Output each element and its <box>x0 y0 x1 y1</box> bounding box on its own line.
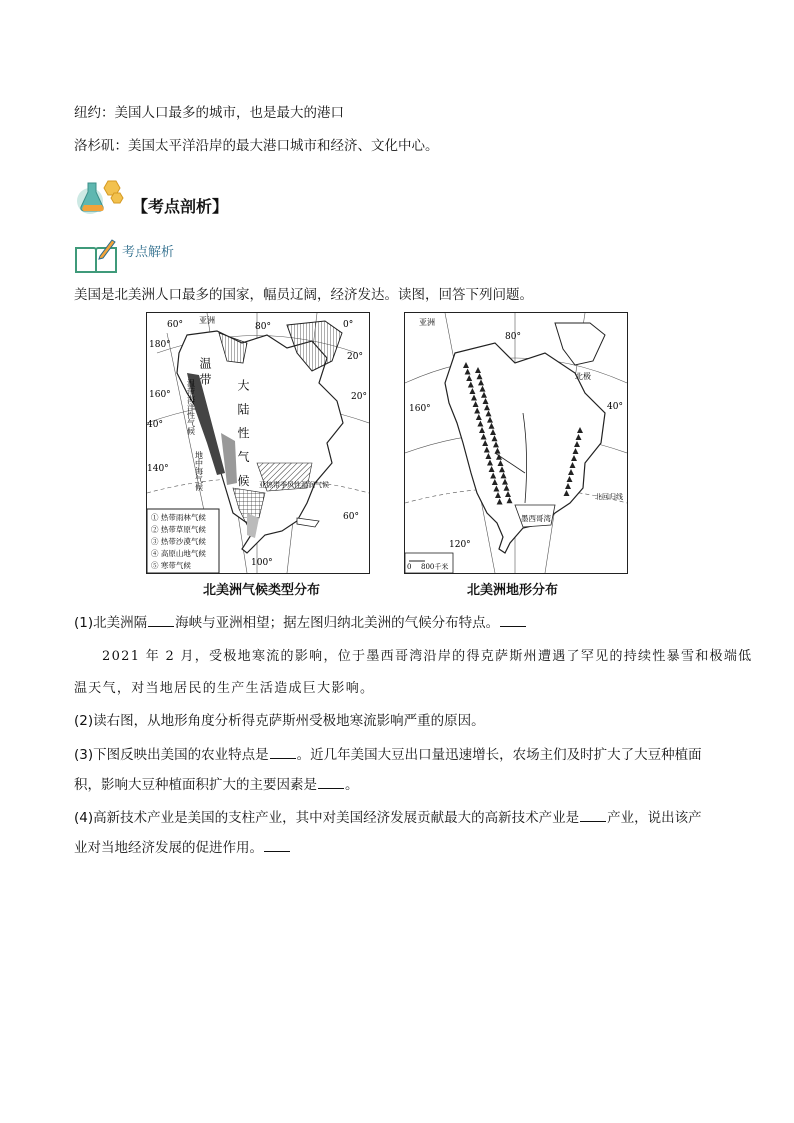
q3-text-c: 积，影响大豆种植面积扩大的主要因素是 <box>74 777 317 793</box>
label-lon180: 180° <box>149 340 171 350</box>
label-lat40-right: 20° <box>351 392 367 402</box>
q3-blank-1[interactable] <box>270 746 296 759</box>
scale-label: 800千米 <box>421 563 449 571</box>
q1-blank-1[interactable] <box>148 614 174 627</box>
section-heading <box>74 175 228 219</box>
label-lat60: 60° <box>167 320 183 330</box>
q4-text-c: 业对当地经济发展的促进作用。 <box>74 840 263 856</box>
q3-text-a: (3)下图反映出美国的农业特点是 <box>74 747 269 763</box>
legend-item-3: ③ 热带沙漠气候 <box>151 537 206 546</box>
question-intro: 美国是北美洲人口最多的国家，幅员辽阔，经济发达。读图，回答下列问题。 <box>74 287 533 303</box>
scale-zero: 0 <box>407 563 412 571</box>
question-3-line-1 <box>74 743 702 763</box>
label-west-coast: 温带海洋性气候 <box>186 379 196 435</box>
section-title: 【考点剖析】 <box>132 196 229 216</box>
question-3-line-2 <box>74 773 359 793</box>
passage-line-1: 2021 年 2 月，受极地寒流的影响，位于墨西哥湾沿岸的得克萨斯州遭遇了罕见的持续性暴雪和极端低 <box>102 649 753 664</box>
q3-blank-2[interactable] <box>318 776 344 789</box>
legend-item-1: ① 热带雨林气候 <box>151 513 206 522</box>
intro-newyork: 纽约：美国人口最多的城市，也是最大的港口 <box>74 105 344 121</box>
label-lon100: 100° <box>251 558 273 568</box>
subsection-title: 考点解析 <box>122 244 175 260</box>
legend-item-2: ② 热带草原气候 <box>151 525 206 534</box>
book-pencil-icon <box>74 234 118 274</box>
intro-losangeles: 洛杉矶：美国太平洋沿岸的最大港口城市和经济、文化中心。 <box>74 138 439 154</box>
label-temperate: 温 带 <box>198 357 212 385</box>
legend-item-5: ⑤ 寒带气候 <box>151 561 191 570</box>
label-lat40-right-map: 40° <box>607 402 623 412</box>
label-lon80: 80° <box>255 322 271 332</box>
label-lat160-right: 160° <box>409 404 431 414</box>
label-lon120: 120° <box>449 540 471 550</box>
label-continental: 大 陆 性 气 候 <box>236 379 250 491</box>
q4-text-b: 产业，说出该产 <box>607 810 702 826</box>
label-lat140: 140° <box>147 464 169 474</box>
legend-item-4: ④ 高原山地气候 <box>151 549 206 558</box>
climate-map <box>146 312 370 574</box>
q3-text-d: 。 <box>345 777 359 793</box>
q4-text-a: (4)高新技术产业是美国的支柱产业，其中对美国经济发展贡献最大的高新技术产业是 <box>74 810 580 826</box>
label-lat160: 160° <box>149 390 171 400</box>
label-lat40: 40° <box>147 420 163 430</box>
chemistry-flask-icon <box>74 175 126 219</box>
q4-blank-2[interactable] <box>264 839 290 852</box>
question-4-line-1 <box>74 806 702 826</box>
label-arctic: 北极 <box>575 372 591 381</box>
label-lat20: 20° <box>347 352 363 362</box>
label-lon80-right: 80° <box>505 332 521 342</box>
question-1 <box>74 611 527 631</box>
q1-blank-2[interactable] <box>500 614 526 627</box>
q4-blank-1[interactable] <box>580 809 606 822</box>
right-map-caption: 北美洲地形分布 <box>467 583 559 598</box>
label-tropic: 北回归线 <box>595 493 623 501</box>
label-asia: 亚洲 <box>199 316 215 325</box>
left-map-caption: 北美洲气候类型分布 <box>203 583 321 598</box>
question-4-line-2 <box>74 836 291 856</box>
terrain-map <box>404 312 628 574</box>
label-lat60b: 60° <box>343 512 359 522</box>
subsection-heading <box>74 234 174 274</box>
label-subtropical: 亚热带季风性湿润气候 <box>259 481 329 489</box>
label-asia-right: 亚洲 <box>419 318 435 327</box>
question-2: (2)读右图，从地形角度分析得克萨斯州受极地寒流影响严重的原因。 <box>74 713 485 729</box>
passage-line-2: 温天气，对当地居民的生产生活造成巨大影响。 <box>74 681 375 696</box>
label-lon0: 0° <box>343 320 354 330</box>
q1-text-b: 海峡与亚洲相望；据左图归纳北美洲的气候分布特点。 <box>175 615 500 631</box>
q1-text-a: (1)北美洲隔 <box>74 615 148 631</box>
label-mediterranean: 地中海气候 <box>194 451 204 491</box>
label-gulf: 墨西哥湾 <box>521 514 551 523</box>
q3-text-b: 。近几年美国大豆出口量迅速增长，农场主们及时扩大了大豆种植面 <box>296 747 702 763</box>
